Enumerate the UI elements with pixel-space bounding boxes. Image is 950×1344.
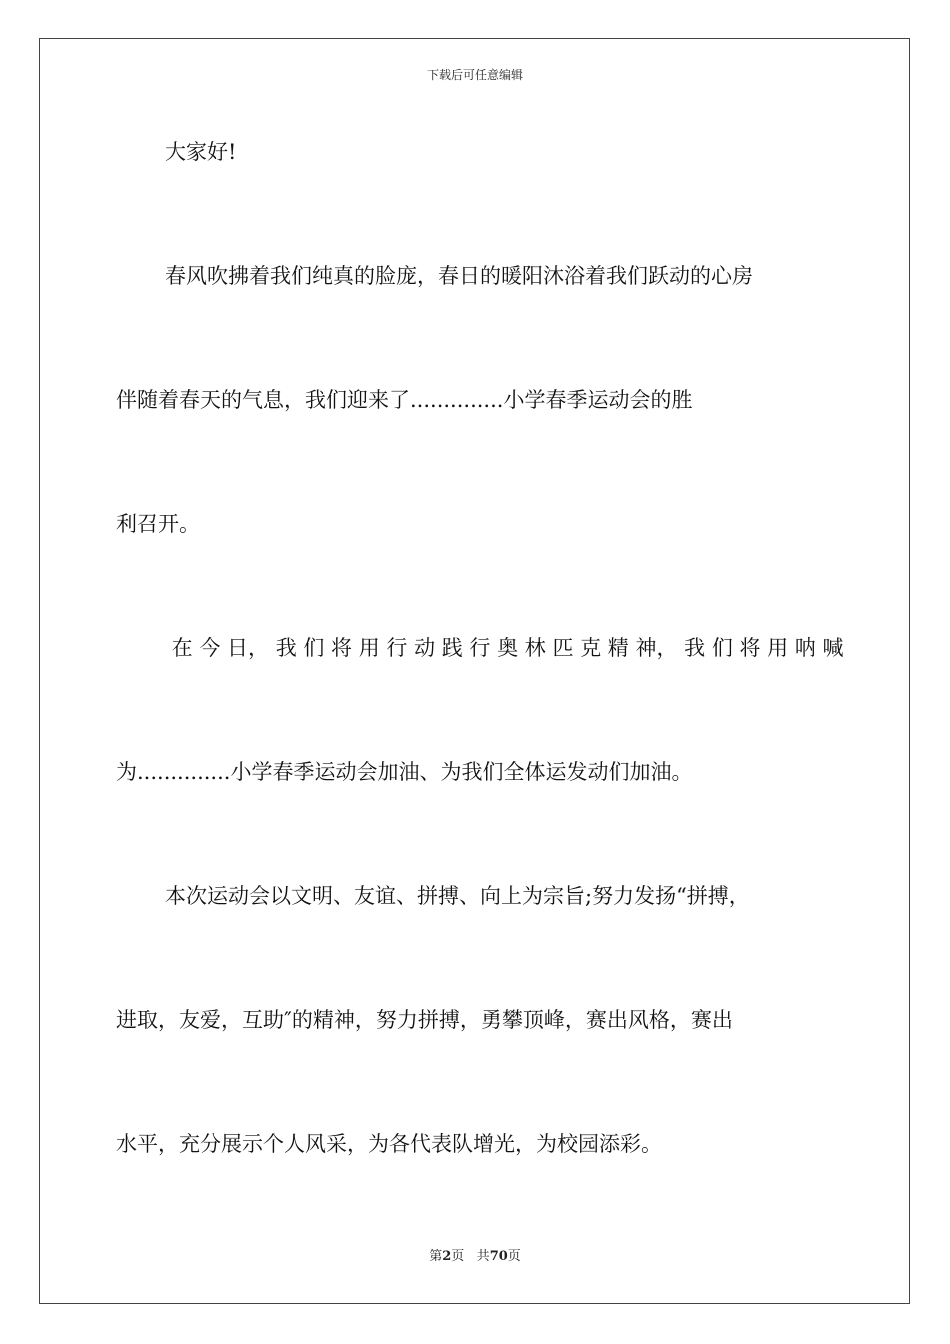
paragraph-2-line-1: 在 今 日， 我 们 将 用 行 动 践 行 奥 林 匹 克 精 神， 我 们 将 用 呐 喊 [165, 636, 844, 660]
total-pages: 70 [489, 1249, 508, 1264]
total-prefix: 共 [476, 1249, 490, 1264]
paragraph-1-line-3: 利召开。 [116, 512, 200, 536]
paragraph-3-line-1: 本次运动会以文明、友谊、拼搏、向上为宗旨;努力发扬“拼搏， [165, 884, 750, 908]
paragraph-3-line-2: 进取，友爱，互助″的精神，努力拼搏，勇攀顶峰，赛出风格，赛出 [116, 1008, 733, 1032]
paragraph-1-line-2: 伴随着春天的气息，我们迎来了..............小学春季运动会的胜 [116, 388, 693, 412]
paragraph-1-line-1: 春风吹拂着我们纯真的脸庞，春日的暖阳沐浴着我们跃动的心房 [165, 264, 753, 288]
total-suffix: 页 [507, 1249, 521, 1264]
page-number: 2 [442, 1249, 452, 1264]
page-border [39, 38, 910, 1304]
page-prefix: 第 [429, 1249, 443, 1264]
paragraph-3-line-3: 水平，充分展示个人风采，为各代表队增光，为校园添彩。 [116, 1132, 662, 1156]
paragraph-2-line-2: 为..............小学春季运动会加油、为我们全体运发动们加油。 [116, 760, 693, 784]
page-header-note: 下载后可任意编辑 [426, 68, 523, 82]
greeting-line: 大家好! [165, 140, 237, 164]
page-suffix: 页 [451, 1249, 465, 1264]
page-footer [0, 1248, 950, 1266]
